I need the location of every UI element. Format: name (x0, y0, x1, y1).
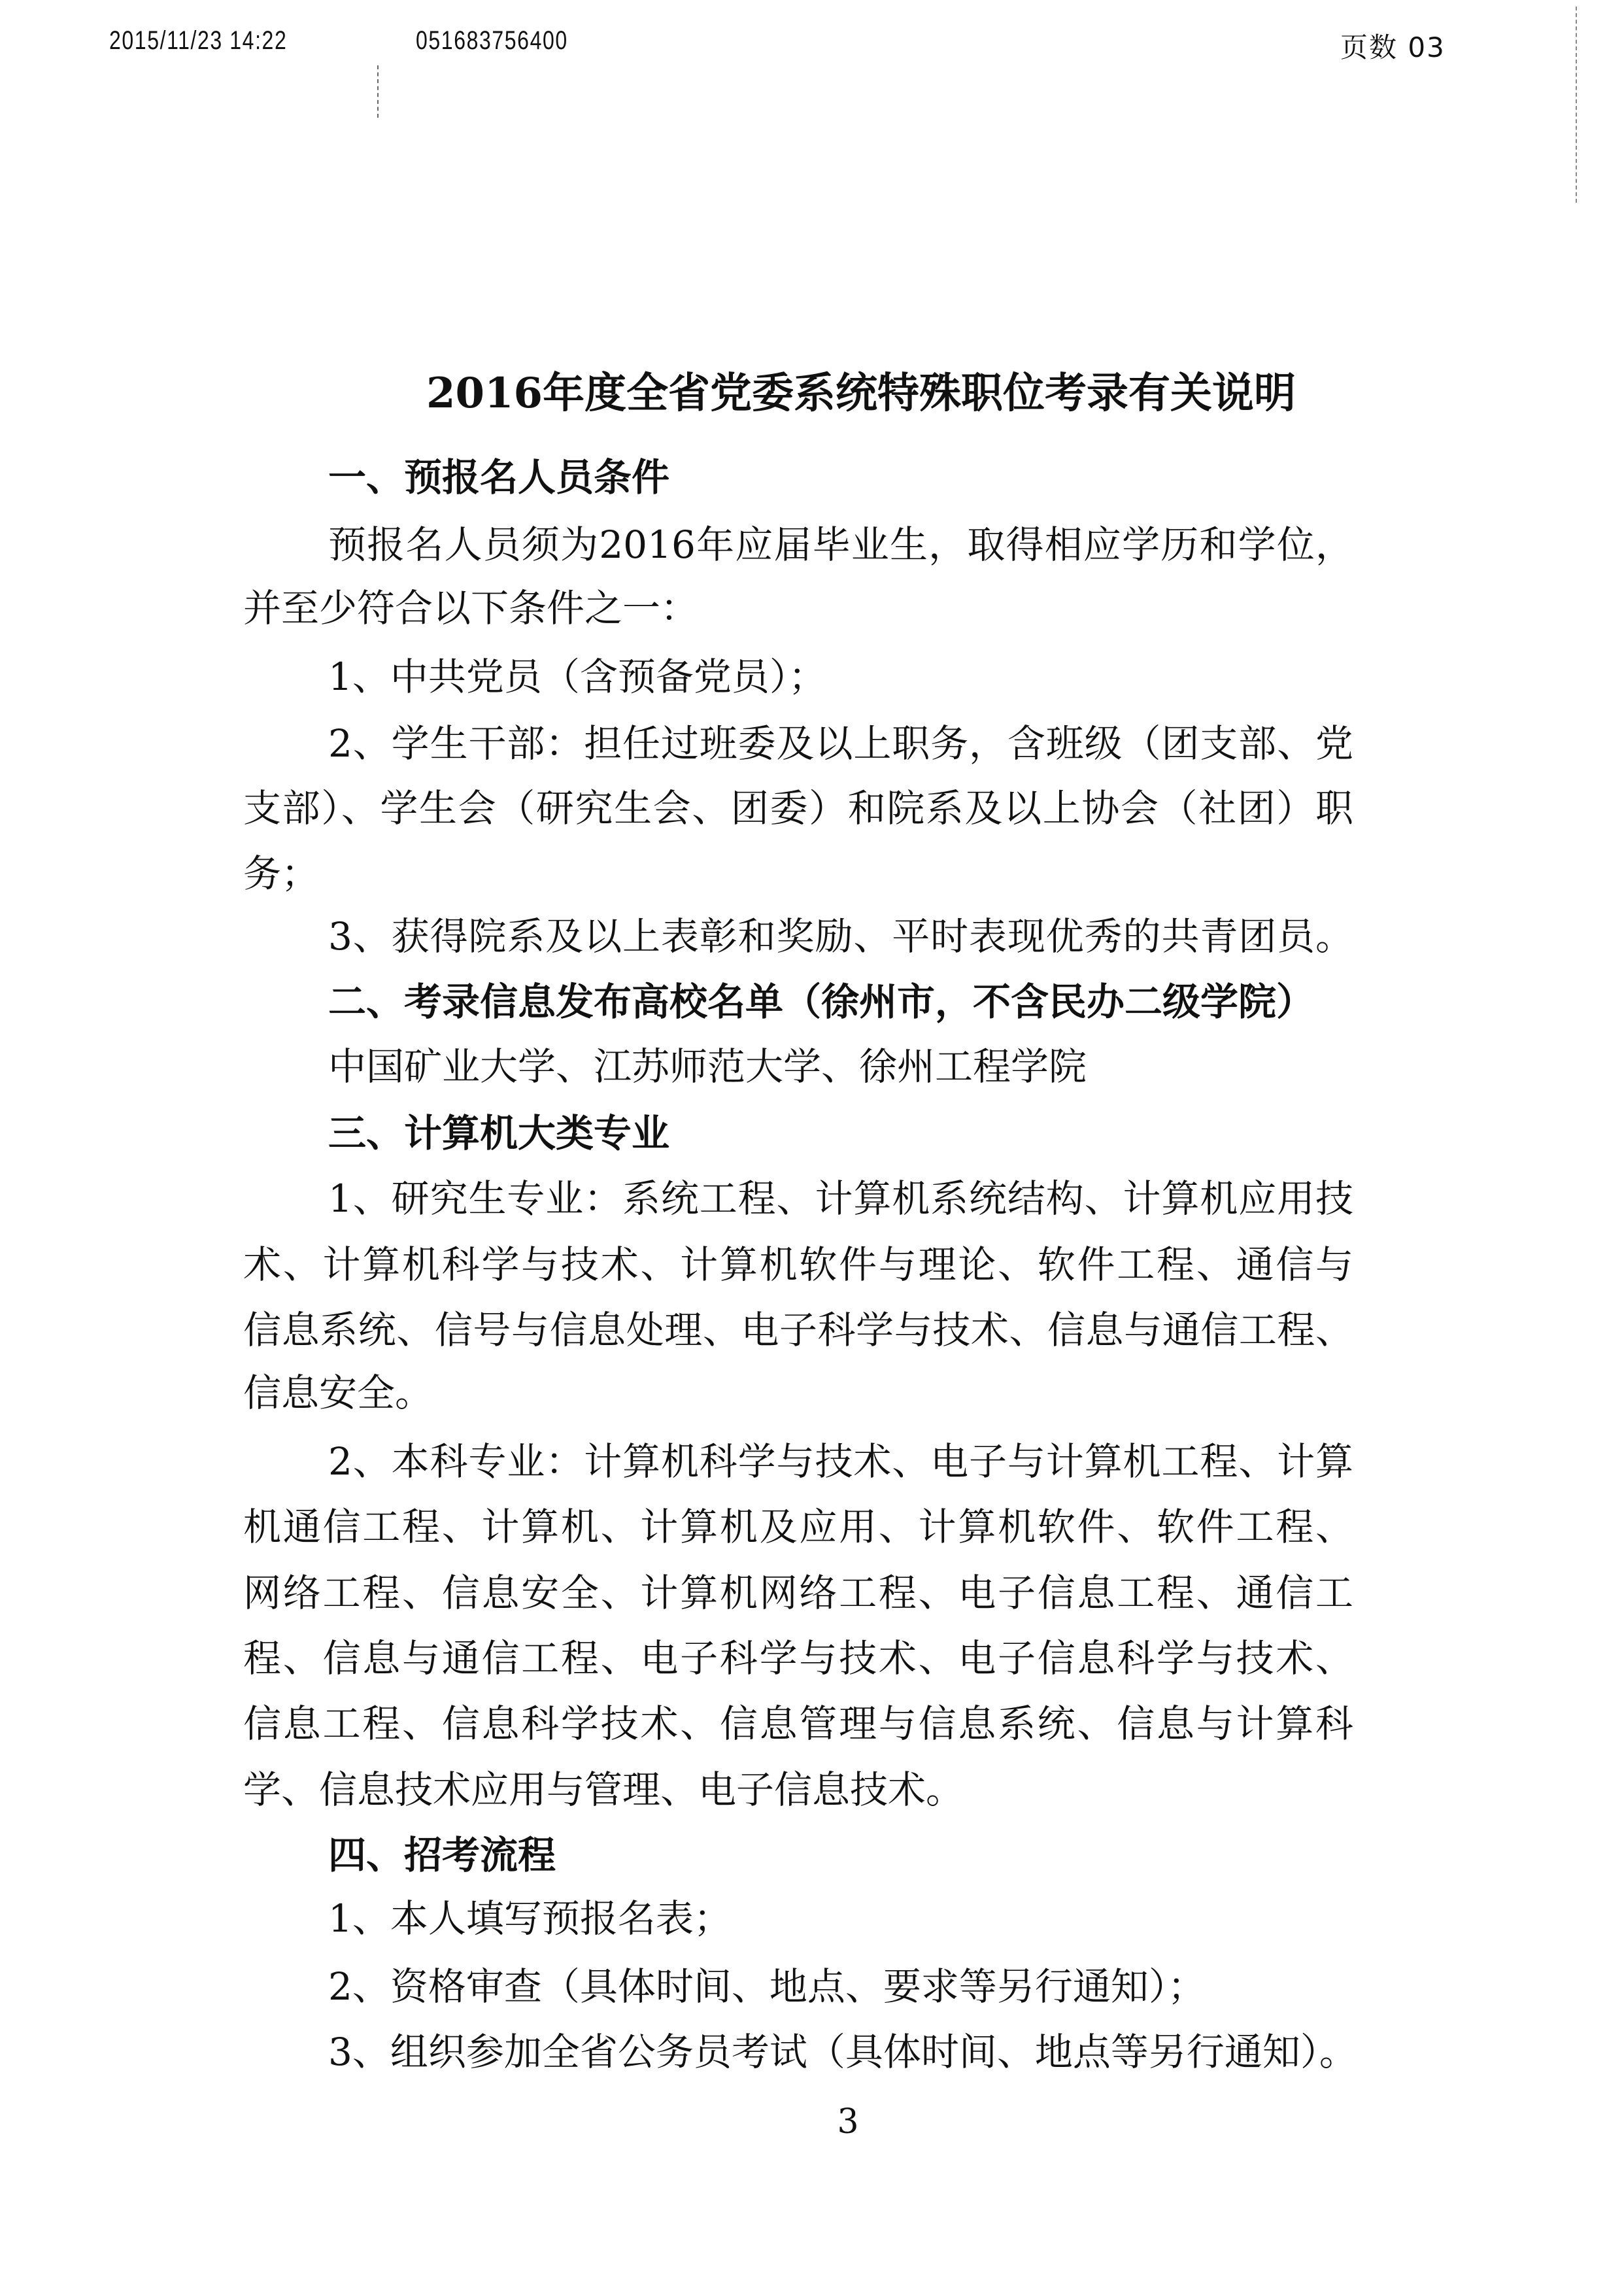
body-text-line: 3、组织参加全省公务员考试（具体时间、地点等另行通知）。 (328, 2030, 1357, 2074)
fax-number: 051683756400 (416, 26, 568, 55)
section-heading: 四、招考流程 (328, 1833, 556, 1877)
body-text-line: 程、信息与通信工程、电子科学与技术、电子信息科学与技术、 (243, 1636, 1353, 1680)
body-text-line: 预报名人员须为2016年应届毕业生，取得相应学历和学位， (328, 522, 1353, 567)
body-text-line: 支部）、学生会（研究生会、团委）和院系及以上协会（社团）职 (243, 786, 1353, 830)
body-text-line: 信息系统、信号与信息处理、电子科学与技术、信息与通信工程、 (243, 1308, 1353, 1352)
body-text-line: 1、中共党员（含预备党员）； (328, 655, 826, 699)
body-text-line: 3、获得院系及以上表彰和奖励、平时表现优秀的共青团员。 (328, 914, 1353, 959)
body-text-line: 信息工程、信息科学技术、信息管理与信息系统、信息与计算科 (243, 1701, 1353, 1746)
body-text-line: 机通信工程、计算机、计算机及应用、计算机软件、软件工程、 (243, 1505, 1353, 1549)
fax-datetime: 2015/11/23 14:22 (109, 26, 288, 55)
body-text-line: 2、资格审查（具体时间、地点、要求等另行通知）； (328, 1964, 1206, 2009)
body-text-line: 并至少符合以下条件之一： (243, 586, 699, 630)
scan-edge-line (1576, 7, 1577, 203)
document-title: 2016年度全省党委系统特殊职位考录有关说明 (426, 369, 1296, 418)
body-text-line: 术、计算机科学与技术、计算机软件与理论、软件工程、通信与 (243, 1242, 1353, 1287)
body-text-line: 2、学生干部：担任过班委及以上职务，含班级（团支部、党 (328, 721, 1353, 766)
body-text-line: 1、本人填写预报名表； (328, 1896, 732, 1941)
scan-artifact-line (377, 65, 379, 118)
body-text-line: 中国矿业大学、江苏师范大学、徐州工程学院 (328, 1044, 1087, 1089)
body-text-line: 信息安全。 (243, 1371, 433, 1415)
section-heading: 二、考录信息发布高校名单（徐州市，不含民办二级学院） (328, 980, 1315, 1024)
body-text-line: 务； (243, 851, 320, 896)
body-text-line: 2、本科专业：计算机科学与技术、电子与计算机工程、计算 (328, 1439, 1353, 1484)
section-heading: 一、预报名人员条件 (328, 455, 670, 500)
fax-page-label: 页数 03 (1340, 31, 1446, 63)
page-number: 3 (837, 2102, 859, 2141)
body-text-line: 1、研究生专业：系统工程、计算机系统结构、计算机应用技 (328, 1176, 1353, 1221)
section-heading: 三、计算机大类专业 (328, 1111, 670, 1155)
body-text-line: 学、信息技术应用与管理、电子信息技术。 (243, 1767, 964, 1812)
body-text-line: 网络工程、信息安全、计算机网络工程、电子信息工程、通信工 (243, 1571, 1353, 1615)
